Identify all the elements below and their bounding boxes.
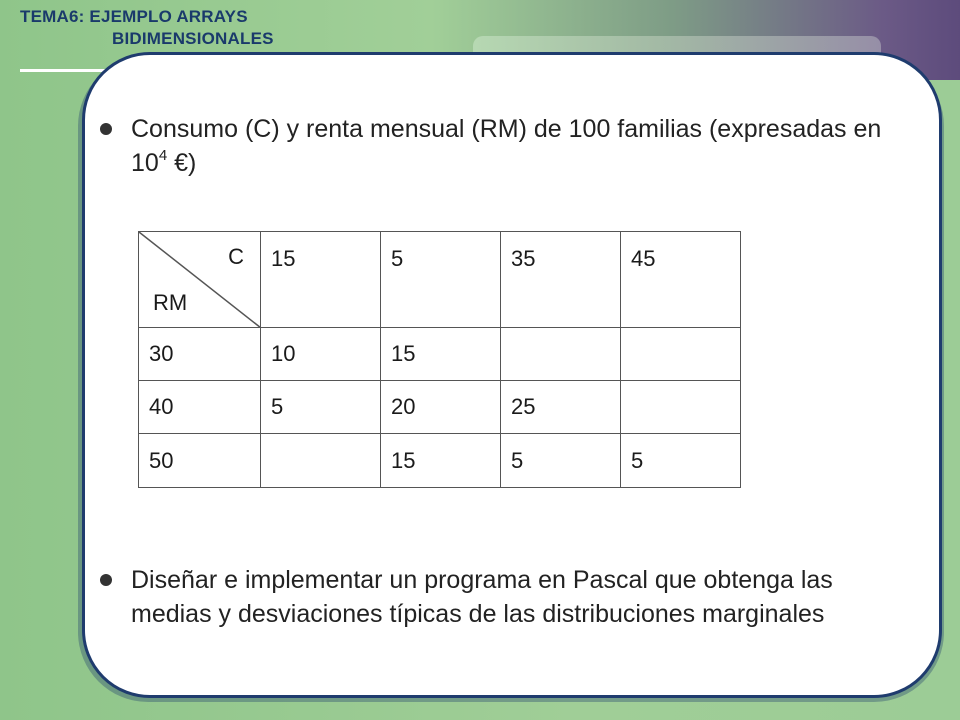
table-cell <box>501 328 621 381</box>
table-cell <box>261 434 381 488</box>
table-cell: 20 <box>381 381 501 434</box>
slide-title-line1: TEMA6: EJEMPLO ARRAYS <box>20 7 248 26</box>
bullet-text: Consumo (C) y renta mensual (RM) de 100 familias (expresadas en 10 <box>131 115 882 177</box>
column-axis-label: C <box>228 244 244 269</box>
table-cell: 5 <box>261 381 381 434</box>
table-header-cell: 45 <box>621 232 741 328</box>
bullet-icon <box>100 574 112 586</box>
slide-title-line2: BIDIMENSIONALES <box>112 29 274 48</box>
table-row <box>139 381 741 434</box>
bullet-icon <box>100 123 112 135</box>
table-cell <box>621 381 741 434</box>
table-row <box>139 434 741 488</box>
table-row-label: 40 <box>139 381 261 434</box>
table-cell: 15 <box>381 328 501 381</box>
table-row <box>139 328 741 381</box>
table-header-row <box>139 232 741 328</box>
slide-title <box>20 6 380 50</box>
table-header-cell: 15 <box>261 232 381 328</box>
data-table <box>138 231 741 488</box>
table-corner-cell <box>139 232 261 328</box>
exponent: 4 <box>158 146 168 164</box>
table-row-label: 30 <box>139 328 261 381</box>
bullet-text-end: €) <box>167 149 197 177</box>
table-cell: 25 <box>501 381 621 434</box>
bullet-text: Diseñar e implementar un programa en Pascal que obtenga las medias y desviaciones típicas de las distribuciones marginales <box>131 566 833 628</box>
table-cell: 10 <box>261 328 381 381</box>
table-cell: 15 <box>381 434 501 488</box>
table-header-cell: 35 <box>501 232 621 328</box>
bullet-item-consumo <box>131 112 891 180</box>
bullet-item-disenar <box>131 563 891 631</box>
table-cell: 5 <box>501 434 621 488</box>
table-cell: 5 <box>621 434 741 488</box>
table-header-cell: 5 <box>381 232 501 328</box>
table-row-label: 50 <box>139 434 261 488</box>
row-axis-label: RM <box>153 290 188 315</box>
table-cell <box>621 328 741 381</box>
